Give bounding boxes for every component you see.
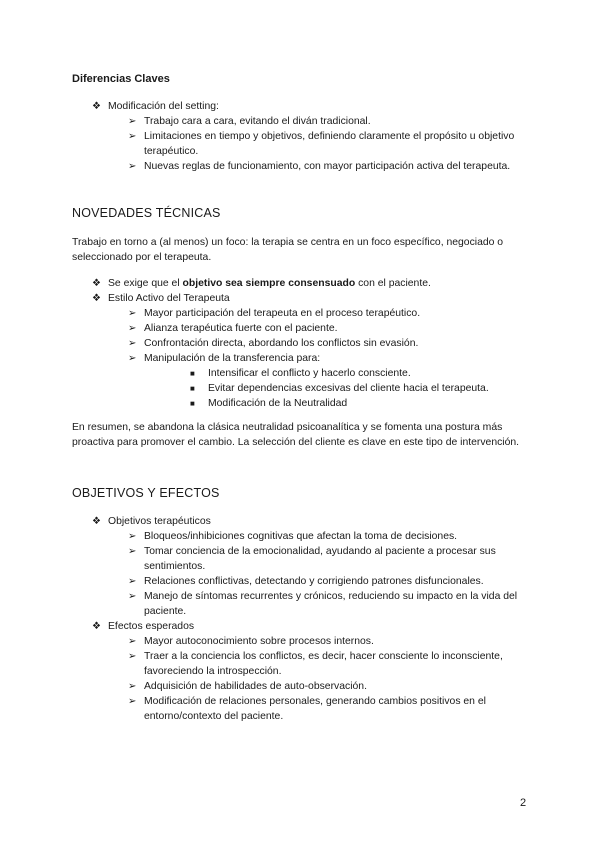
heading-objetivos-efectos: OBJETIVOS Y EFECTOS bbox=[72, 486, 220, 500]
list-item-text: Objetivos terapéuticos bbox=[108, 516, 211, 527]
list-item bbox=[128, 129, 532, 159]
arrow-bullet-icon: ➢ bbox=[128, 131, 137, 142]
list-item-text: Mayor autoconocimiento sobre procesos internos. bbox=[144, 636, 374, 647]
list-item-text: Relaciones conflictivas, detectando y corrigiendo patrones disfuncionales. bbox=[144, 576, 484, 587]
list-item bbox=[92, 514, 532, 619]
list-item bbox=[128, 114, 532, 129]
diamond-bullet-icon: ❖ bbox=[92, 101, 101, 112]
list-item-text: Alianza terapéutica fuerte con el paciente. bbox=[144, 323, 338, 334]
heading-novedades-tecnicas: NOVEDADES TÉCNICAS bbox=[72, 206, 221, 220]
emphasis-text: objetivo sea siempre consensuado bbox=[182, 278, 356, 289]
arrow-bullet-icon: ➢ bbox=[128, 696, 137, 707]
list-item-text: Intensificar el conflicto y hacerlo consciente. bbox=[208, 368, 411, 379]
arrow-bullet-icon: ➢ bbox=[128, 681, 137, 692]
list-item-text: Evitar dependencias excesivas del cliente hacia el terapeuta. bbox=[208, 383, 489, 394]
square-bullet-icon: ■ bbox=[190, 399, 195, 408]
list-item bbox=[92, 276, 532, 291]
list-item bbox=[92, 619, 532, 724]
list-item-text: Estilo Activo del Terapeuta bbox=[108, 293, 230, 304]
list-novedades bbox=[92, 276, 532, 411]
paragraph-summary: En resumen, se abandona la clásica neutralidad psicoanalítica y se fomenta una postura más proactiva para promover el cambio. La selección del cliente es clave en este tipo de intervención. bbox=[72, 422, 520, 448]
list-item bbox=[128, 351, 532, 411]
list-item bbox=[128, 589, 532, 619]
list-item-text: Traer a la conciencia los conflictos, es decir, hacer consciente lo inconsciente, favoreciendo la introspección. bbox=[144, 651, 503, 677]
list-item-text: Modificación de la Neutralidad bbox=[208, 398, 348, 409]
arrow-bullet-icon: ➢ bbox=[128, 338, 137, 349]
list-item bbox=[128, 321, 532, 336]
arrow-bullet-icon: ➢ bbox=[128, 576, 137, 587]
arrow-bullet-icon: ➢ bbox=[128, 651, 137, 662]
arrow-bullet-icon: ➢ bbox=[128, 531, 137, 542]
list-item bbox=[190, 396, 532, 411]
list-item-text: Manejo de síntomas recurrentes y crónicos, reduciendo su impacto en la vida del paciente. bbox=[144, 591, 518, 617]
paragraph-intro: Trabajo en torno a (al menos) un foco: la terapia se centra en un foco específico, negociado o seleccionado por el terapeuta. bbox=[72, 237, 504, 263]
list-item bbox=[128, 634, 532, 649]
list-item bbox=[190, 381, 532, 396]
arrow-bullet-icon: ➢ bbox=[128, 116, 137, 127]
list-item bbox=[128, 649, 532, 679]
list-item bbox=[128, 544, 532, 574]
list-objetivos bbox=[92, 514, 532, 724]
list-diferencias bbox=[92, 99, 532, 174]
arrow-bullet-icon: ➢ bbox=[128, 636, 137, 647]
list-item bbox=[190, 366, 532, 381]
arrow-bullet-icon: ➢ bbox=[128, 353, 137, 364]
list-item bbox=[128, 159, 532, 174]
list-item-text: Efectos esperados bbox=[108, 621, 195, 632]
diamond-bullet-icon: ❖ bbox=[92, 516, 101, 527]
list-item-text: Bloqueos/inhibiciones cognitivas que afectan la toma de decisiones. bbox=[144, 531, 458, 542]
list-item-text: Adquisición de habilidades de auto-observación. bbox=[144, 681, 367, 692]
list-item-text: Tomar conciencia de la emocionalidad, ayudando al paciente a procesar sus sentimientos. bbox=[144, 546, 496, 572]
list-item bbox=[128, 306, 532, 321]
list-item-text: Modificación del setting: bbox=[108, 101, 219, 112]
list-item-text: Mayor participación del terapeuta en el proceso terapéutico. bbox=[144, 308, 421, 319]
list-item bbox=[128, 679, 532, 694]
arrow-bullet-icon: ➢ bbox=[128, 308, 137, 319]
list-item bbox=[128, 336, 532, 351]
list-item-text: Confrontación directa, abordando los conflictos sin evasión. bbox=[144, 338, 419, 349]
arrow-bullet-icon: ➢ bbox=[128, 591, 137, 602]
list-item-text: Se exige que el bbox=[108, 278, 183, 289]
arrow-bullet-icon: ➢ bbox=[128, 161, 137, 172]
list-item bbox=[92, 291, 532, 411]
list-item-text: Limitaciones en tiempo y objetivos, definiendo claramente el propósito u objetivo terapéutico. bbox=[144, 131, 515, 157]
list-item-text: Trabajo cara a cara, evitando el diván tradicional. bbox=[144, 116, 371, 127]
arrow-bullet-icon: ➢ bbox=[128, 323, 137, 334]
heading-diferencias-claves: Diferencias Claves bbox=[72, 73, 170, 85]
list-item bbox=[128, 574, 532, 589]
list-item bbox=[128, 694, 532, 724]
diamond-bullet-icon: ❖ bbox=[92, 621, 101, 632]
list-item-text: Nuevas reglas de funcionamiento, con mayor participación activa del terapeuta. bbox=[144, 161, 511, 172]
arrow-bullet-icon: ➢ bbox=[128, 546, 137, 557]
diamond-bullet-icon: ❖ bbox=[92, 293, 101, 304]
square-bullet-icon: ■ bbox=[190, 384, 195, 393]
page-number: 2 bbox=[520, 797, 527, 809]
list-item bbox=[128, 529, 532, 544]
list-item-text: con el paciente. bbox=[355, 278, 431, 289]
square-bullet-icon: ■ bbox=[190, 369, 195, 378]
list-item bbox=[92, 99, 532, 174]
list-item-text: Manipulación de la transferencia para: bbox=[144, 353, 321, 364]
list-item-text: Modificación de relaciones personales, generando cambios positivos en el entorno/contexto del paciente. bbox=[144, 696, 486, 722]
diamond-bullet-icon: ❖ bbox=[92, 278, 101, 289]
